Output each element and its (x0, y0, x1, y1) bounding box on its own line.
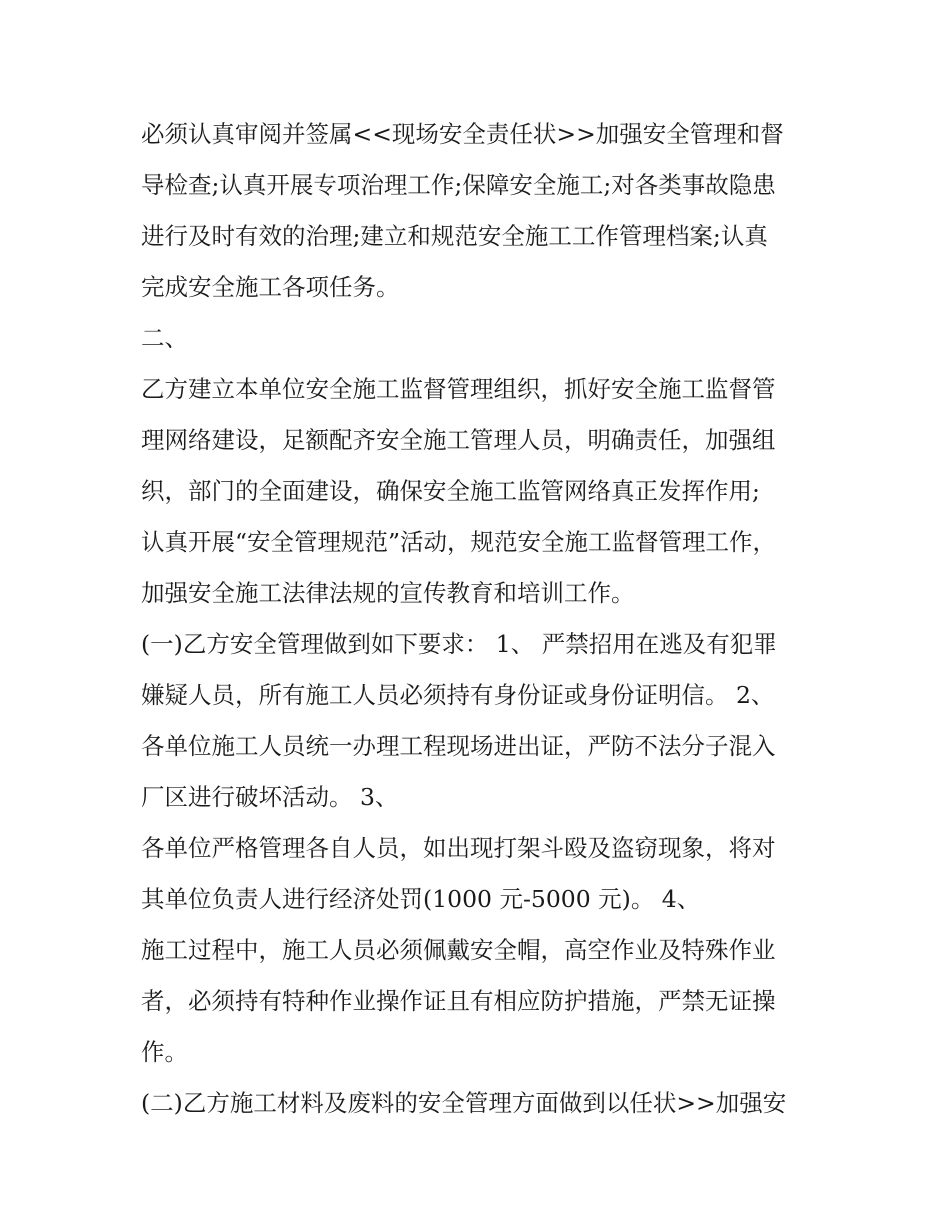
text-line: 各单位施工人员统一办理工程现场进出证，严防不法分子混入 (141, 732, 776, 760)
text-line: 理网络建设，足额配齐安全施工管理人员，明确责任，加强组 (141, 426, 776, 454)
text-line: 导检查;认真开展专项治理工作;保障安全施工;对各类事故隐患 (141, 171, 776, 199)
text-line: (二)乙方施工材料及废料的安全管理方面做到以任状>>加强安 (141, 1089, 787, 1117)
text-line: 嫌疑人员，所有施工人员必须持有身份证或身份证明信。 2、 (141, 681, 775, 709)
text-line: 厂区进行破坏活动。 3、 (141, 783, 399, 811)
text-line: 者，必须持有特种作业操作证且有相应防护措施，严禁无证操 (141, 987, 776, 1015)
text-line: 乙方建立本单位安全施工监督管理组织，抓好安全施工监督管 (141, 375, 776, 403)
text-line: 织，部门的全面建设，确保安全施工监管网络真正发挥作用; (141, 477, 760, 505)
text-line: (一)乙方安全管理做到如下要求： 1、 严禁招用在逃及有犯罪 (141, 630, 777, 658)
text-line: 加强安全施工法律法规的宣传教育和培训工作。 (141, 579, 635, 607)
text-line: 认真开展“安全管理规范”活动，规范安全施工监督管理工作， (141, 528, 777, 556)
text-line: 作。 (141, 1038, 188, 1066)
text-line: 施工过程中，施工人员必须佩戴安全帽，高空作业及特殊作业 (141, 936, 776, 964)
text-line: 必须认真审阅并签属<<现场安全责任状>>加强安全管理和督 (141, 120, 784, 148)
text-line: 进行及时有效的治理;建立和规范安全施工工作管理档案;认真 (141, 222, 768, 250)
document-body (141, 109, 821, 1129)
text-line: 其单位负责人进行经济处罚(1000 元-5000 元)。 4、 (141, 885, 701, 913)
text-line: 完成安全施工各项任务。 (141, 273, 400, 301)
section-heading: 二、 (141, 324, 188, 352)
text-line: 各单位严格管理各自人员，如出现打架斗殴及盗窃现象，将对 (141, 834, 776, 862)
